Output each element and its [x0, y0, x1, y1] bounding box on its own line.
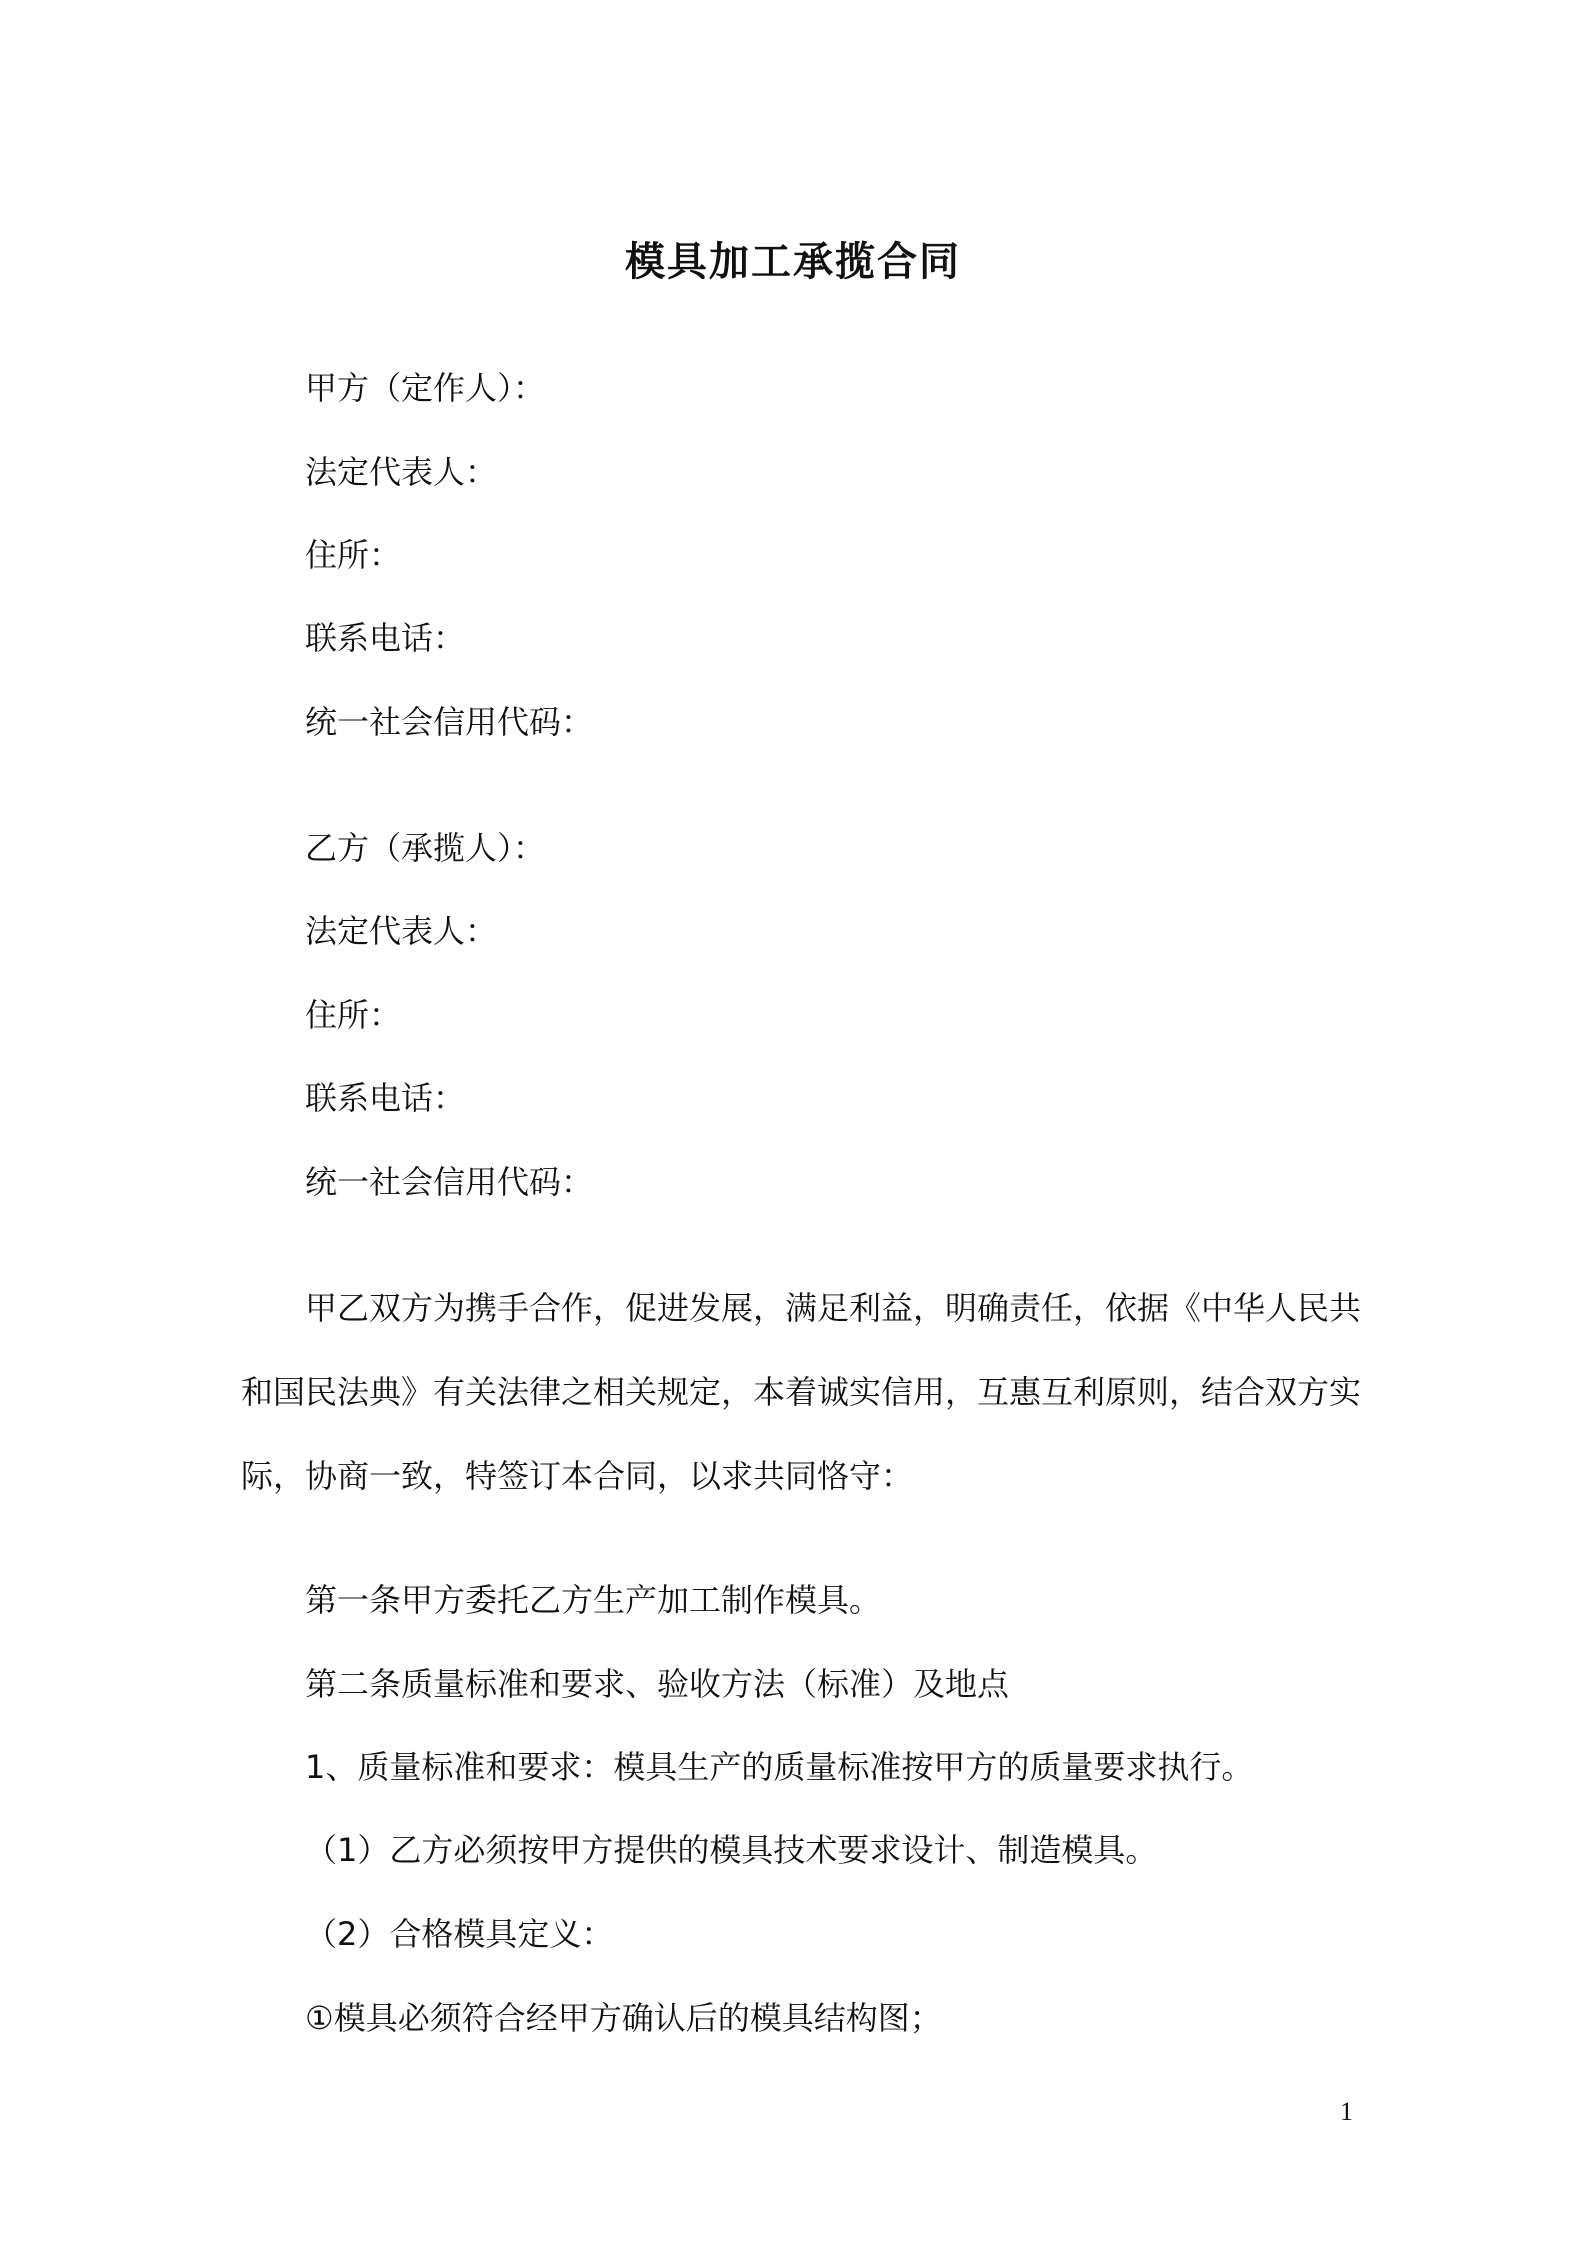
party-a-phone: 联系电话： [305, 619, 466, 657]
clause-sub-2: （2）合格模具定义： [305, 1915, 614, 1953]
page-number: 1 [1340, 2097, 1353, 2126]
preamble-paragraph [241, 1284, 1361, 1536]
party-a-address: 住所： [305, 536, 402, 574]
clause-circled-1: ①模具必须符合经甲方确认后的模具结构图； [305, 1999, 942, 2037]
preamble-line: 甲乙双方为携手合作，促进发展，满足利益，明确责任，依据《中华人民共 [305, 1289, 1362, 1327]
preamble-line: 和国民法典》有关法律之相关规定，本着诚实信用，互惠互利原则，结合双方实 [241, 1373, 1362, 1411]
party-a-label: 甲方（定作人）： [305, 369, 546, 407]
party-b-legal-rep: 法定代表人： [305, 912, 498, 950]
article-1: 第一条甲方委托乙方生产加工制作模具。 [305, 1581, 882, 1619]
party-b-address: 住所： [305, 996, 402, 1034]
preamble-line: 际，协商一致，特签订本合同，以求共同恪守： [241, 1457, 914, 1495]
document-title: 模具加工承揽合同 [625, 239, 961, 285]
party-b-phone: 联系电话： [305, 1079, 466, 1117]
clause-sub-1: （1）乙方必须按甲方提供的模具技术要求设计、制造模具。 [305, 1831, 1158, 1869]
clause-item-1: 1、质量标准和要求：模具生产的质量标准按甲方的质量要求执行。 [305, 1748, 1254, 1786]
party-a-credit-code: 统一社会信用代码： [305, 703, 594, 741]
party-b-credit-code: 统一社会信用代码： [305, 1163, 594, 1201]
party-a-legal-rep: 法定代表人： [305, 453, 498, 491]
party-b-label: 乙方（承揽人）： [305, 829, 546, 867]
article-2: 第二条质量标准和要求、验收方法（标准）及地点 [305, 1665, 1010, 1703]
